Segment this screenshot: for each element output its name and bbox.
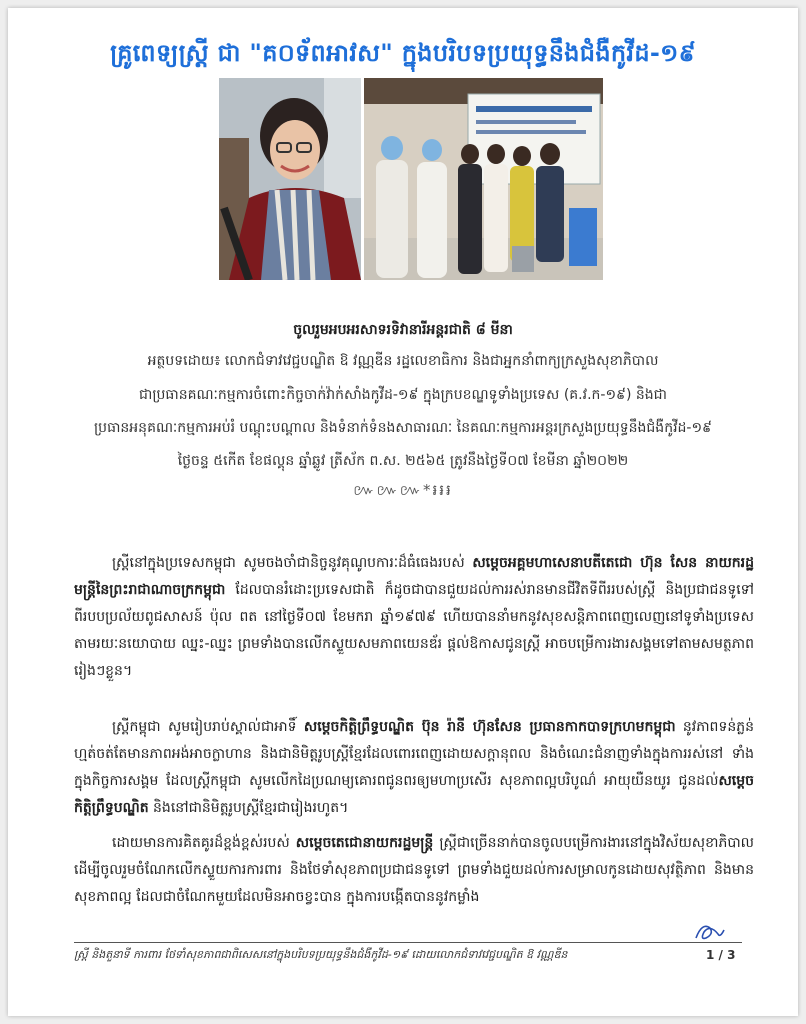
paragraph-2-text-a: ស្ត្រីកម្ពុជា សូមរៀបរាប់ស្គាល់ជាអាទិ៍ [112, 719, 304, 735]
publication-date: ថ្ងៃចន្ទ ៥កើត ខែផល្គុន ឆ្នាំឆ្លូវ ត្រីស័ក ព.ស. ២៥៦៥ ត្រូវនឹងថ្ងៃទី០៧ ខែមីនា ឆ្នាំ២០២២ [177, 453, 629, 469]
author-line: អត្ថបទដោយ៖ លោកជំទាវវេជ្ជបណ្ឌិត ឱ វណ្ណឌីន រដ្ឋលេខាធិការ និងជាអ្នកនាំពាក្យក្រសួងសុខាភិបាល [147, 353, 659, 369]
event-subtitle: ចូលរួមអបអរសាទរទិវានារីអន្តរជាតិ ៨ មីនា [293, 322, 513, 338]
footer-divider [74, 942, 742, 943]
paragraph-1-text-a: ស្ត្រីនៅក្នុងប្រទេសកម្ពុជា សូមចងចាំជានិច្ចនូវគុណូបការៈដ៏ធំធេងរបស់ [112, 555, 473, 571]
vaccination-team-photo [364, 78, 603, 280]
paragraph-3 [74, 830, 754, 911]
paragraph-3-text-a: ដោយមានការគិតគូរដ៏ខ្ពង់ខ្ពស់របស់ [112, 835, 296, 851]
paragraph-3-bold: សម្ដេចតេជោនាយករដ្ឋមន្ត្រី [295, 835, 434, 851]
paragraph-2-text-c: និងនៅជានិមិត្តរូបស្ត្រីខ្មែរជារៀងរហូត។ [148, 800, 349, 816]
paragraph-2-bold: សម្ដេចកិត្តិព្រឹទ្ធបណ្ឌិត ប៊ុន រ៉ានី ហ៊ុនសែន ប្រធានកាកបាទក្រហមកម្ពុជា [303, 719, 676, 735]
document-title: គ្រូពេទ្យស្រ្តី ជា "គ០ទ័ពអាវស" ក្នុងបរិបទប្រយុទ្ធនឹងជំងឺកូវីដ-១៩ [110, 39, 696, 67]
decorative-divider: ៚៚៚*៛៛៛ [353, 481, 453, 499]
author-role-line-1: ជាប្រធានគណៈកម្មការចំពោះកិច្ចចាក់វ៉ាក់សាំងកូវីដ-១៩ ក្នុងក្របខណ្ឌទូទាំងប្រទេស (គ.វ.ក-១៩) និងជា [139, 387, 667, 403]
paragraph-1-bold: សម្ដេចអគ្គមហាសេនាបតីតេជោ ហ៊ុន សែន នាយករដ្ឋមន្ត្រីនៃព្រះរាជាណាចក្រកម្ពុជា [74, 555, 754, 598]
paragraph-3-text-b: ស្ត្រីជាច្រើននាក់បានចូលបម្រើការងារនៅក្នុងវិស័យសុខាភិបាល ដើម្បីចូលរួមចំណែកលើកស្ទួយការការពារ និងថែទាំសុខភាពប្រជាជនទូទៅ ព្រមទាំងជួយដល់ការសម្រាលកូនដោយសុវត្ថិភាព និងមានសុខភាពល្អ ដែលជាចំណែកមួយដែលមិនអាចខ្វះបាន ក្នុងការបង្កើតបាននូវកម្លាំង [74, 835, 754, 905]
paragraph-2-text-b: នូវភាពទន់ភ្លន់ហ្មត់ចត់តែមានភាពអង់អាចក្លាហាន និងជានិមិត្តរូបស្ត្រីខ្មែរដែលពោរពេញដោយសក្តានុពល និងចំណេះជំនាញទាំងក្នុងការរស់នៅ ទាំងក្នុងកិច្ចការសង្គម ដែលស្ត្រីកម្ពុជា សូមលើកដៃប្រណម្យគោរពជូនពរឲ្យមហាប្រសើរ សុខភាពល្អបរិបូណ៌ អាយុយឺនយូរ ជូនដល់ [74, 719, 754, 789]
page-number: 1 / 3 [706, 948, 736, 962]
footer-caption: ស្ត្រី និងតួនាទី ការពារ ថែទាំសុខភាពជាពិសេសនៅក្នុងបរិបទប្រយុទ្ធនឹងជំងឺកូវីដ-១៩ ដោយលោកជំទាវវេជ្ជបណ្ឌិត ឱ វណ្ណឌីន [74, 948, 568, 961]
paragraph-1 [74, 550, 754, 685]
paragraph-1-text-b: ដែលបានរំដោះប្រទេសជាតិ ក៏ដូចជាបានជួយដល់ការរស់រានមានជីវិតទីពីររបស់ស្ត្រី និងប្រជាជនទូទៅ ពីរបបប្រល័យពូជសាសន៍ ប៉ុល ពត នៅថ្ងៃទី០៧ ខែមករា ឆ្នាំ១៩៧៩ ហើយបាននាំមកនូវសុខសន្តិភាពពេញលេញនៅទូទាំងប្រទេសតាមរយៈនយោបាយ ឈ្នះ-ឈ្នះ ព្រមទាំងបានលើកស្ទួយសមភាពយេនឌ័រ ផ្ដល់ឱកាសជូនស្ត្រី អាចបម្រើការងារសង្គមទៅតាមសមត្ថភាពរៀងៗខ្លួន។ [74, 582, 754, 679]
signature-mark [692, 920, 726, 948]
paragraph-2 [74, 714, 754, 822]
paragraph-2-bold-2: សម្ដេចកិត្តិព្រឹទ្ធបណ្ឌិត [74, 773, 754, 816]
author-role-line-2: ប្រធានអនុគណៈកម្មការអប់រំ បណ្ដុះបណ្ដាល និងទំនាក់ទំនងសាធារណៈ នៃគណៈកម្មការអន្តរក្រសួងប្រយុទ្ធនឹងជំងឺកូវីដ-១៩ [94, 420, 712, 436]
document-page [8, 8, 798, 1016]
portrait-photo [219, 78, 361, 280]
